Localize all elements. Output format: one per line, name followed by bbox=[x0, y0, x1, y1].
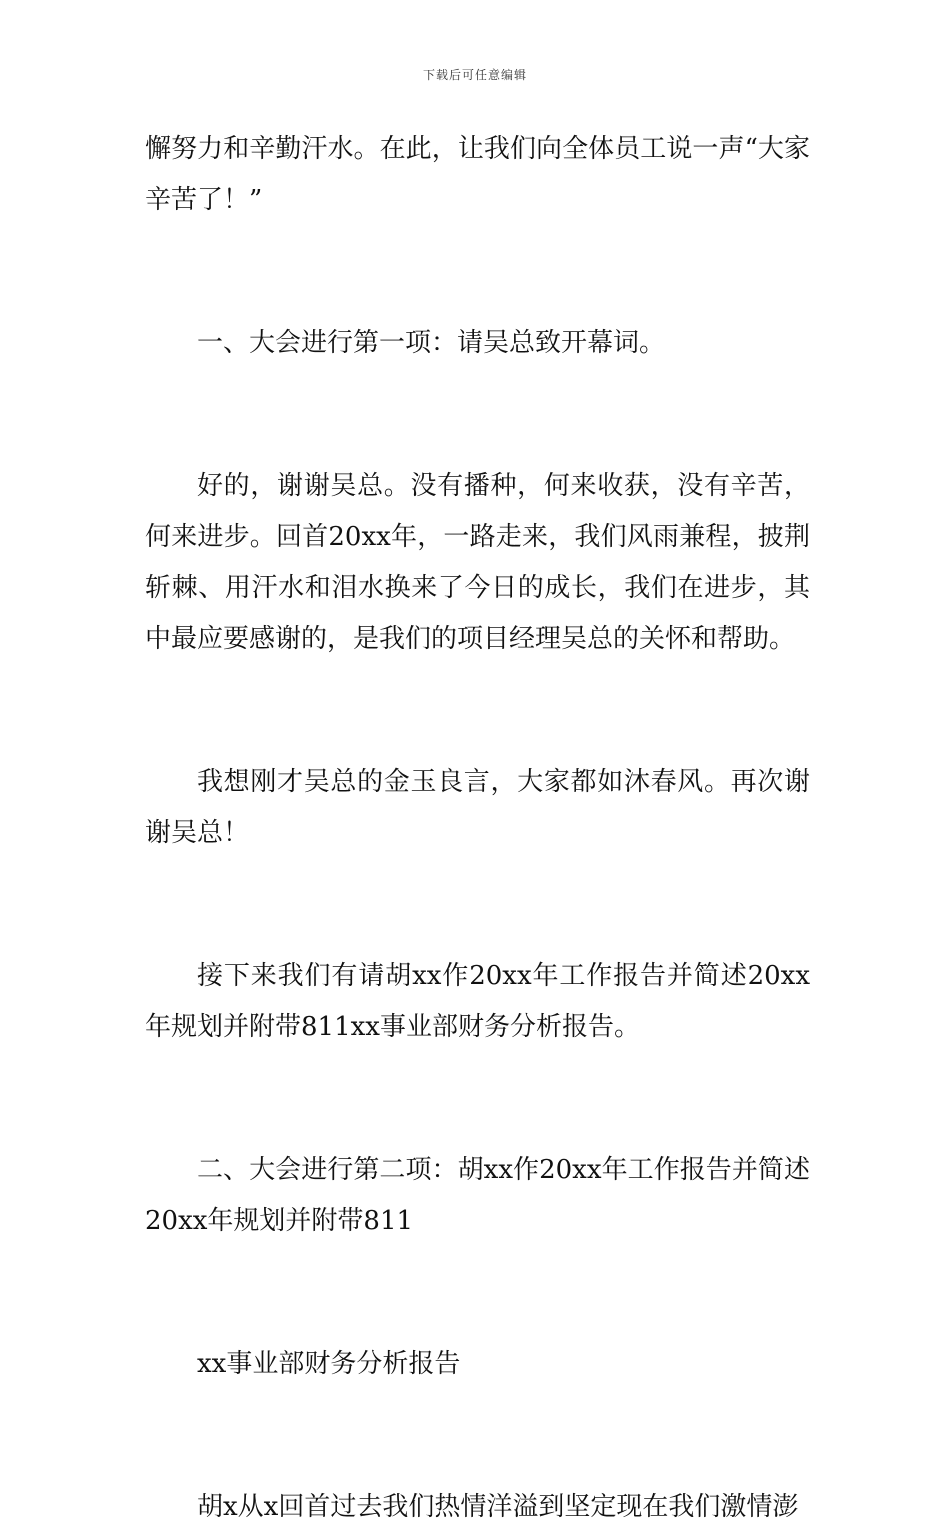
paragraph-closing: 胡x从x回首过去我们热情洋溢到坚定现在我们激情澎 bbox=[197, 1492, 799, 1522]
paragraph-invite: 接下来我们有请胡xx作20xx年工作报告并简述20xx年规划并附带811xx事业部财务分析报告。 bbox=[145, 961, 810, 1042]
document-body bbox=[145, 124, 810, 1533]
paragraph-thanks: 好的，谢谢吴总。没有播种，何来收获，没有辛苦，何来进步。回首20xx年，一路走来，我们风雨兼程，披荆斩棘、用汗水和泪水换来了今日的成长，我们在进步，其中最应要感谢的，是我们的项目经理吴总的关怀和帮助。 bbox=[145, 471, 810, 654]
paragraph-item-one: 一、大会进行第一项：请吴总致开幕词。 bbox=[197, 328, 666, 358]
paragraph-words: 我想刚才吴总的金玉良言，大家都如沐春风。再次谢谢吴总！ bbox=[145, 767, 810, 848]
paragraph-report-title: xx事业部财务分析报告 bbox=[197, 1349, 461, 1379]
paragraph-item-two: 二、大会进行第二项：胡xx作20xx年工作报告并简述20xx年规划并附带811 bbox=[145, 1155, 810, 1236]
paragraph-continuation: 懈努力和辛勤汗水。在此，让我们向全体员工说一声“大家辛苦了！” bbox=[145, 134, 810, 215]
page-header: 下载后可任意编辑 bbox=[422, 68, 527, 82]
